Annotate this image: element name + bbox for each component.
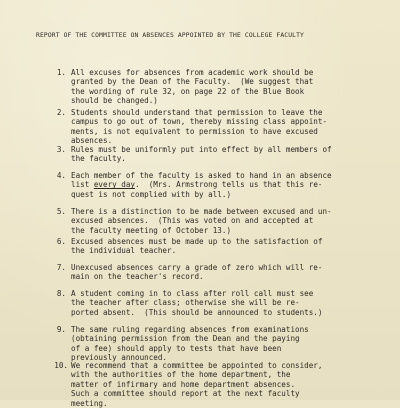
text-line: the individual teacher. (71, 246, 177, 256)
text-line: (obtaining permission from the Dean and the paying (71, 334, 300, 344)
text-line: absences. (71, 136, 113, 146)
text-line: granted by the Dean of the Faculty. (We suggest that (71, 77, 314, 87)
text-line: We recommend that a committee be appointed to consider, (71, 361, 323, 370)
text-line: Excused absences must be made up to the satisfaction of (71, 237, 323, 246)
text-line: Students should understand that permission to leave the (71, 108, 323, 117)
item-text (71, 207, 381, 235)
item-text (71, 263, 381, 282)
text-line: All excuses for absences from academic work should be (71, 68, 314, 77)
item-number: 6. (56, 237, 66, 246)
text-line: Rules must be uniformly put into effect by all members of (71, 145, 332, 154)
item-number: 1. (56, 68, 66, 77)
text-line: A student coming in to class after roll call must see (71, 289, 314, 298)
text-line: quest is not complied with by all.) (71, 189, 232, 199)
item-text (71, 237, 381, 256)
text-line: the faculty meeting of October 13.) (71, 225, 232, 235)
item-number: 7. (56, 263, 66, 272)
text-line: of a fee) should apply to tests that have been (71, 343, 282, 353)
item-number: 9. (56, 325, 66, 334)
text-line: the wording of rule 32, on page 22 of the Blue Book (71, 86, 305, 96)
item-number: 2. (56, 108, 66, 117)
item-text (71, 325, 381, 363)
item-number: 8. (56, 289, 66, 298)
text-line: should be changed.) (71, 96, 158, 106)
item-text (71, 171, 381, 199)
text-line: ported absent. (This should be announced to students.) (71, 307, 323, 317)
text-line: the teacher after class; otherwise she will be re- (71, 298, 300, 308)
text-line: the faculty. (71, 154, 126, 164)
item-text (71, 289, 381, 317)
underlined-text: every day (93, 180, 136, 190)
item-number: 3. (56, 145, 66, 154)
text-line: ments, is not equivalent to permission to have excused (71, 126, 318, 136)
item-text (71, 145, 381, 164)
text-line: The same ruling regarding absences from examinations (71, 325, 309, 334)
text-line: Unexcused absences carry a grade of zero which will re- (71, 263, 323, 272)
text-line: Each member of the faculty is asked to hand in an absence (71, 171, 332, 180)
text-line: Such a committee should report at the next faculty (71, 389, 300, 399)
text-line: meeting. (71, 398, 108, 408)
item-number: 4. (56, 171, 66, 180)
text-line: previously announced. (71, 353, 168, 363)
text-line: with the authorities of the home department, the (71, 370, 291, 380)
item-number: 5. (56, 207, 66, 216)
text-line: main on the teacher's record. (71, 272, 204, 282)
text-line: matter of infirmary and home department absences. (71, 379, 296, 389)
text-line: There is a distinction to be made between excused and un- (71, 207, 332, 216)
text-line: campus to go out of town, thereby missing class appoint- (71, 117, 328, 127)
document-title: REPORT OF THE COMMITTEE ON ABSENCES APPOINTED BY THE COLLEGE FACULTY (36, 32, 304, 39)
item-number: 10. (54, 361, 68, 370)
text-line: excused absences. (This was voted on and accepted at (71, 216, 314, 226)
text-line: list every day. (Mrs. Armstrong tells us that this re- (71, 180, 323, 190)
item-text (71, 108, 381, 146)
item-text (71, 361, 381, 408)
item-text (71, 68, 381, 106)
